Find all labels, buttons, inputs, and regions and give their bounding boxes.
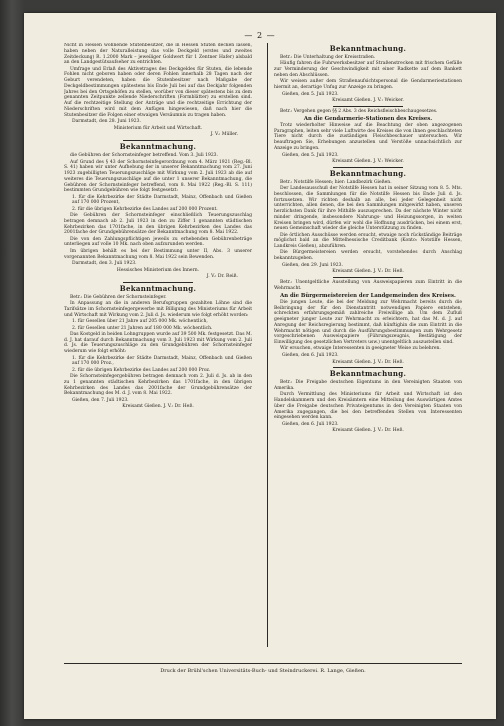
paragraph: Betr.: Die Unterhaltung der Kreisstraßen. bbox=[280, 55, 376, 60]
paragraph: Auf Grund des § 43 der Schornsteinfegerordnung vom 4. März 1921 (Reg.-Bl. S. 41) haben wir unter Aufhebung der in unserer Bekanntmachung vom 27. Juni 1923 zugebilligten Teuerungszuschläge mit Wirkung vom 2. Juli 1923 ab die auf weiteres die Teuerungszuschläge auf die unter 1 unserer Bekanntmachung, die Gebühren der Schornsteinfeger betreffend, vom 8. Mai 1922 (Reg.-Bl. S. 111) bestimmten Grundgebühren wie folgt festgesetzt: bbox=[64, 159, 252, 194]
paragraph: Die Schornsteinfegergebühren betragen demnach vom 2. Juli d. Js. ab in den zu 1 genannten städtischen Kehrbezirken das 1701fache, in den übrigen Kehrbezirken des Landes das 2001fache der Grundgebührensätze der Bekanntmachung des M. d. J. vom 8. Mai 1922. bbox=[64, 374, 252, 397]
list-item: 1. für Gesellen über 21 Jahre auf 205 000 Mk. wöchentlich, bbox=[72, 319, 208, 325]
page-number: — 2 — bbox=[244, 31, 276, 40]
signature: Kreisamt Gießen. J. V.: Dr. Heß. bbox=[122, 404, 194, 410]
paragraph: Umfrage und Erlaß des Aktivetrages des Deckgeldes für Stuten, die lebende Fohlen nicht geboren haben oder deren Fohlen innerhalb 28 Tagen nach der Geburt verendeten, haben die Stutenbesitzer nach Maßgabe der Deckgeldbestimmungen spätestens bis Ende Juli bei auf das Deckjahr folgenden Jahres bei den Ortsgehöfen zu stellen, worüber von dieser spätestens bis zu dem genannten Zeitpunkte zellende Niederschriften (Formblätter) zu erstellen sind. Auf die rechtzeitige Stellung der Anträge und die rechtzeitige Errichtung der Niederschriften wird mit dem Anfügen hingewiesen, daß nach hier die Stutenbesitzer die Folgen einer etwaigen Versäumnis zu tragen haben. bbox=[64, 66, 252, 118]
paragraph: Häufig fahren die Fuhrwerksbesitzer auf Straßenstrecken mit frischem Gefälle zur Verminderung der Geschwindigkeit mit einer Radkette auf dem Bankett neben den Abschlüssen. bbox=[274, 61, 462, 78]
signature: Kreisamt Gießen. J. V.: Weicker. bbox=[332, 158, 404, 164]
signature: J. V.: Müller. bbox=[210, 132, 238, 138]
printer-imprint: Druck der Brühl'schen Universitäts-Buch- und Steindruckerei. R. Lange, Gießen. bbox=[160, 668, 366, 674]
paragraph: Betr.: Die Freigabe deutschen Eigentums in den Vereinigten Staaten von Amerika. bbox=[274, 380, 462, 392]
signature: Kreisamt Gießen. J. V.: Weicker. bbox=[332, 98, 404, 104]
document-page bbox=[24, 13, 496, 719]
signature: J. V.: Dr. Reiß. bbox=[206, 274, 238, 280]
paragraph: Die Bürgermeistereien werden ersucht, vorstehendes durch Anschlag bekanntzugeben. bbox=[274, 250, 462, 262]
address-heading: An die Gendarmerie-Stationen des Kreises. bbox=[303, 115, 433, 122]
section-heading: Bekanntmachung. bbox=[119, 142, 197, 152]
paragraph: Die örtlichen Ausschüsse werden ersucht, etwaige noch rückständige Beiträge möglichst bald an die Mittelhessische Creditbank (Konto: Notstilfe Hessen, Landkreis Gießen), abzuführen. bbox=[274, 232, 462, 250]
paragraph: Das Kostgeld in beiden Lohngruppen wurde auf 39 500 Mk. festgesetzt. Das M. d. J. hat darauf durch Bekanntmachung vom 3. Juli 1923 mit Wirkung vom 2. Juli d. Js. die Teuerungszuschläge zu den Grundgebühren der Schornsteinfeger wiederum wie folgt erhöht: bbox=[64, 331, 252, 355]
section-heading: Bekanntmachung. bbox=[329, 168, 407, 178]
date-line: Gießen, den 29. Juni 1923. bbox=[282, 262, 343, 268]
date-line: Darmstadt, den 3. Juli 1923. bbox=[72, 261, 137, 267]
paragraph: Die von den Zahlungspflichtigen jeweils zu erhebenden Gebührenbeträge unterliegen auf volle 10 Mk. nach oben aufzurunden werden. bbox=[64, 236, 252, 248]
paragraph: Nicht in Hessen wohnende Stutenbesitzer, die in Hessen Stuten decken lassen, haben neben der Naturalleistung das volle Deckgeld (erstes und zweites Zeitdeckung) R. 1.2000 Mark – jeweiliger Goldwert für 1 Zentner Hafer) alsbald an den Landgestütsaufseher zu entrichten. bbox=[64, 43, 252, 66]
paragraph: Durch Vermittlung des Ministeriums für Arbeit und Wirtschaft ist den Handelskammern und den Kreisämtern eine Mitteilung des Auswärtigen Amtes über die Freigabe deutschen Privateigentums in den Vereinigten Staaten von Amerika zugegangen, die bei den betreffenden Stellen von Interessenten eingesehen werden kann. bbox=[274, 392, 462, 421]
paragraph: Betr.: Unentgeltliche Ausstellung von Ausweispapieren zum Eintritt in die Wehrmacht. bbox=[274, 280, 462, 291]
separator bbox=[123, 282, 193, 283]
paragraph: Die Gebühren der Schornsteinfeger einschließlich Teuerungszuschlag betragen demnach ab 2. Juli 1923 in den zu Ziffer 1 genannten städtischen Kehrbezirken das 1701fache, in den übrigen Kehrbezirken des Landes das 2001fache der Grundgebührensätze der Bekanntmachung vom 8. Mai 1922. bbox=[64, 213, 252, 236]
paragraph: die Gebühren der Schornsteinfeger betreffend. Vom 3. Juli 1923. bbox=[70, 153, 218, 159]
paragraph: Die jungen Leute, die bei der Meldung zur Wehrmacht bereits durch die Beibringung der für den Dienstantritt notwendigen Papiere entstehen, schreckten erfahrungsgemäß zahlreiche Freiwillige ab. Um dem Zufluß geeigneter junger Leute zur Wehrmacht zu erleichtern, hat das M. d. J. auf Anregung der Reichsregierung bestimmt, daß künftighin die zum Eintritt in die Wehrmacht nötigen und durch die Ausführungsbestimmungen zum Wehrgesetz vorgeschriebenen Ausweispapiere (Führungszeugnis, Bestätigung der Einwilligung des gesetzlichen Vertreters usw.) unentgeltlich auszustellen sind. bbox=[274, 299, 462, 346]
signature: Ministerium für Arbeit und Wirtschaft. bbox=[113, 125, 203, 131]
separator bbox=[333, 167, 403, 168]
signature: Kreisamt Gießen. J. V.: Dr. Heß. bbox=[332, 359, 404, 365]
paragraph: Betr.: Vergehen gegen §§ 2 Abs. 3 des Reichsfleischbeschaugesetzes. bbox=[280, 108, 438, 114]
list-item: 1. für die Kehrbezirke der Städte Darmstadt, Mainz, Offenbach und Gießen auf 170 000 Prozent, bbox=[72, 194, 252, 206]
address-heading: An die Bürgermeistereien der Landgemeinden des Kreises. bbox=[280, 292, 456, 299]
signature: Kreisamt Gießen. J. V.: Dr. Heß. bbox=[332, 428, 404, 434]
paragraph: Betr.: Notstilfe Hessen; hier: Landbezirk Gießen. bbox=[280, 179, 392, 185]
separator bbox=[123, 140, 193, 141]
left-column bbox=[64, 43, 252, 649]
paragraph: Im übrigen behält es bei der Bestimmung unter II, Abs. 3 unserer vorgenannten Bekanntmachung vom 8. Mai 1922 sein Bewenden. bbox=[64, 248, 252, 260]
imprint-rule bbox=[64, 663, 462, 664]
date-line: Gießen, den 5. Juli 1923. bbox=[282, 152, 339, 158]
section-heading: Bekanntmachung. bbox=[329, 44, 407, 53]
separator bbox=[333, 367, 403, 368]
column-divider bbox=[267, 43, 268, 647]
section-heading: Bekanntmachung. bbox=[329, 369, 407, 379]
section-heading: Bekanntmachung. bbox=[119, 284, 197, 294]
signature: Kreisamt Gießen. J. V.: Dr. Heß. bbox=[332, 269, 404, 275]
paragraph: Der Landesausschuß der Notstilfe Hessen hat in seiner Sitzung vom 8. 5. Mts. beschlossen, die Sammlungen für die Notstilfe Hessen bis Ende Juli d. Js. fortzusetzen. Wir richten deshalb an alle, bei jeder Gelegenheit nicht unterrichten, allen denen, die bei den Sammlungen mitgewirkt haben, unseren herzlichsten Dank für ihre Mithilfe auszusprechen. Da der nächste Winter nicht minder dringende, insbesondere Nahrungs- und Heizungssorgen, in weiten Kreisen bringen wird, dürfen wir wohl die Hoffnung ausdrücken, bei einem erst, neuen Gemeinschaft wieder die gleiche Unterstützung zu finden. bbox=[274, 186, 462, 232]
date-line: Gießen, den 7. Juli 1923. bbox=[72, 398, 129, 403]
signature: Hessisches Ministerium des Innern. bbox=[116, 267, 200, 273]
list-item: 2. für Gesellen unter 21 Jahren auf 180 000 Mk. wöchentlich. bbox=[72, 325, 213, 331]
paragraph: In Anpassung an die in anderen Berufsgruppen gezahlten Löhne sind die Tarifsätze im Schornsteinfegergewerbe mit Billigung des Ministeriums für Arbeit und Wirtschaft mit Wirkung vom 2. Juli d. Js. wiederum wie folgt erhöht worden: bbox=[64, 301, 252, 318]
right-column bbox=[274, 43, 462, 649]
paragraph: Wir weisen außer dem Straßenaufsichtspersonal die Gendarmeriestationen hiermit an, derartige Unfug zur Anzeige zu bringen. bbox=[274, 79, 462, 90]
paragraph: Betr.: Die Gebühren der Schornsteinfeger. bbox=[70, 295, 167, 301]
date-line: Gießen, den 5. Juli 1923. bbox=[282, 91, 339, 97]
date-line: Gießen, den 6. Juli 1923. bbox=[282, 353, 339, 359]
list-item: 1. für die Kehrbezirke der Städte Darmstadt, Mainz, Offenbach und Gießen auf 170 000 Proz., bbox=[72, 355, 252, 367]
paragraph: Trotz wiederholter Hinweise auf die Beachtung der oben angezogenen Paragraphen, leiten sehr viele Luftwirte des Kreises die von ihnen geschlachteten Tiere nicht durch die zuständigen Fleischbeschauer untersuchen. Wir beauftragen Sie, Erhebungen anzustellen und Verstöße unnachsichtlich zur Anzeige zu bringen. bbox=[274, 122, 462, 151]
list-item: 2. für die übrigen Kehrbezirke des Landes auf 200 000 Prozent. bbox=[72, 206, 218, 212]
date-line: Darmstadt, den 28. Juni 1923. bbox=[72, 119, 141, 125]
separator bbox=[333, 277, 403, 278]
list-item: 2. für die übrigen Kehrbezirke des Landes auf 200 000 Proz. bbox=[72, 367, 211, 373]
date-line: Gießen, den 6. Juli 1923. bbox=[282, 422, 339, 428]
paragraph: Wir ersuchen, etwaige Interessenten in geeigneter Weise zu belehren. bbox=[280, 346, 441, 352]
separator bbox=[333, 106, 403, 107]
